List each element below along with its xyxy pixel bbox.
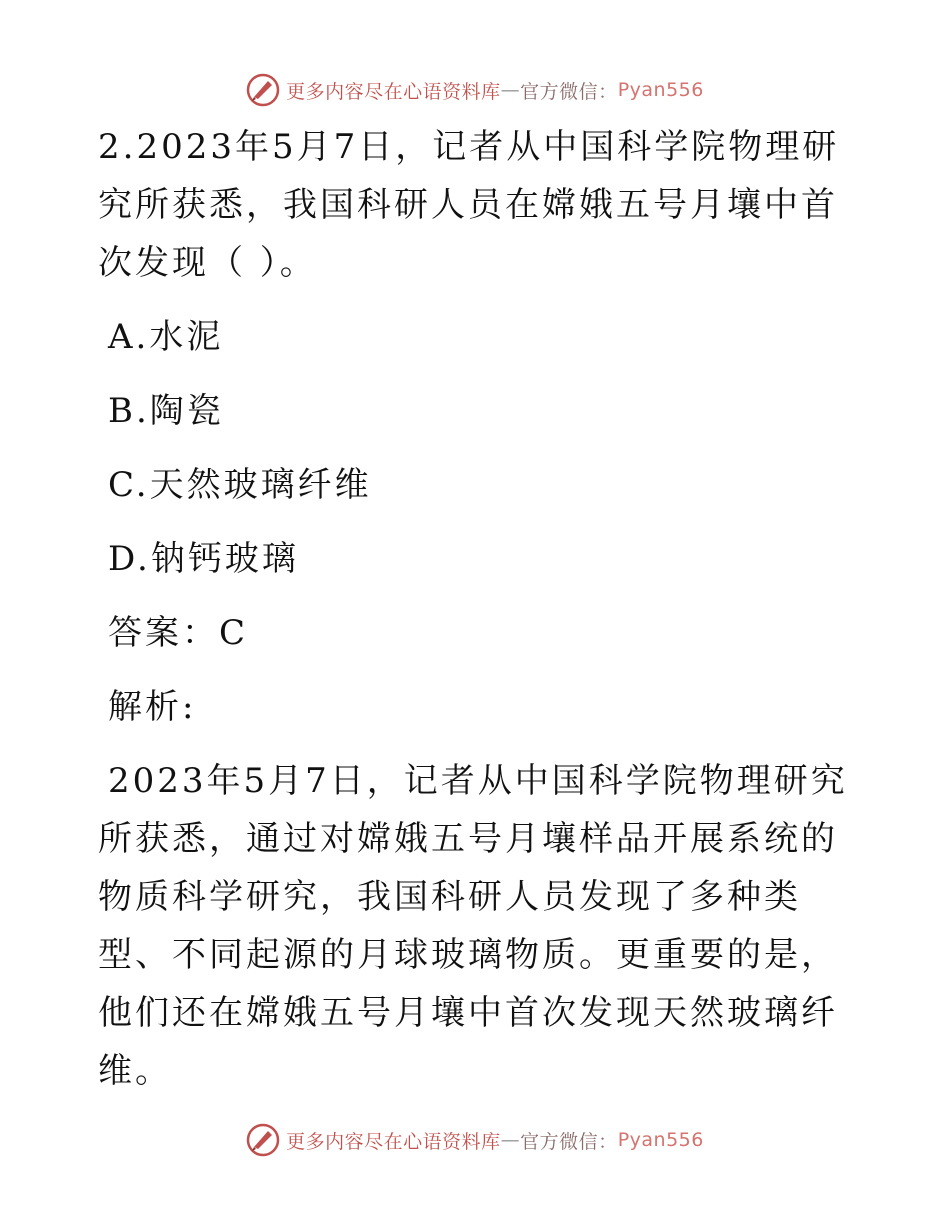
watermark-wechat-label: 官方微信： <box>520 80 618 103</box>
question-text: 2.2023年5月7日，记者从中国科学院物理研究所获悉，我国科研人员在嫦娥五号月壤中首次发现（ ）。 <box>98 127 840 283</box>
option-c: C.天然玻璃纤维 <box>108 465 372 505</box>
watermark-wechat-label: 官方微信： <box>520 1130 618 1153</box>
answer-text: 答案：C <box>108 613 249 653</box>
pen-logo-icon <box>246 1123 280 1157</box>
footer-watermark <box>0 1120 950 1160</box>
header-watermark <box>0 70 950 110</box>
watermark-dash: — <box>500 1129 521 1151</box>
pen-logo-icon <box>246 73 280 107</box>
option-a: A.水泥 <box>108 317 224 357</box>
watermark-wechat-id: Pyan556 <box>617 79 704 101</box>
watermark-text: 更多内容尽在心语资料库 <box>286 1130 501 1153</box>
option-d: D.钠钙玻璃 <box>108 539 299 579</box>
analysis-text: 2023年5月7日，记者从中国科学院物理研究所获悉，通过对嫦娥五号月壤样品开展系统的物质科学研究，我国科研人员发现了多种类型、不同起源的月球玻璃物质。更重要的是，他们还在嫦娥五号月壤中首次发现天然玻璃纤维。 <box>98 761 848 1091</box>
watermark-wechat-id: Pyan556 <box>617 1129 704 1151</box>
analysis-label: 解析: <box>108 687 197 727</box>
watermark-dash: — <box>500 79 521 101</box>
option-b: B.陶瓷 <box>108 391 224 431</box>
watermark-text: 更多内容尽在心语资料库 <box>286 80 501 103</box>
document-body <box>98 118 858 1100</box>
